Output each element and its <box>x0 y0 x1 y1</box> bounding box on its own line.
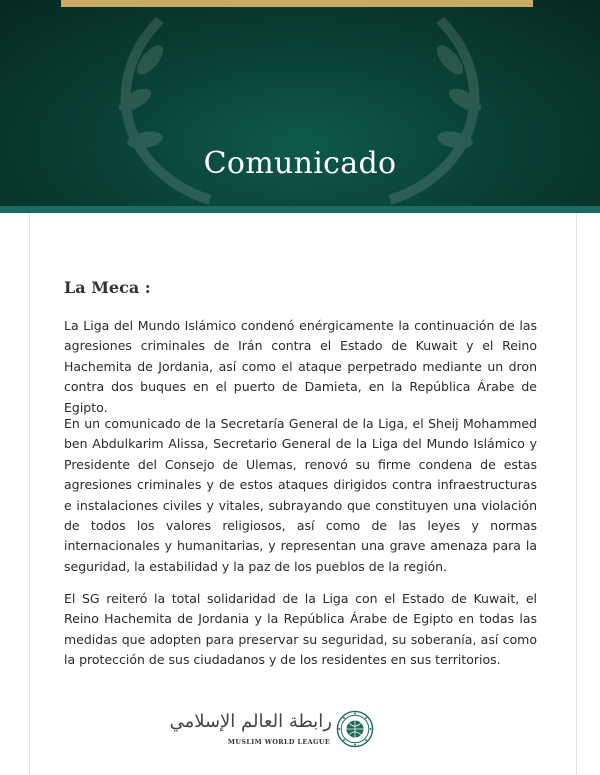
body-paragraph-2: En un comunicado de la Secretaría General de la Liga, el Sheij Mohammed ben Abdulkarim Alissa, Secretario General de la Liga del Mundo Islámico y Presidente del Consejo de Ulemas, renovó su firme condena de estas agresiones criminales y de estos ataques dirigidos contra infraestructuras e instalaciones civiles y vitales, subrayando que constituyen una violación de todos los valores religiosos, así como de las leyes y normas internacionales y humanitarias, y representan una grave amenaza para la seguridad, la estabilidad y la paz de los pueblos de la región. <box>64 416 537 574</box>
dateline-location: La Meca : <box>64 278 151 297</box>
page-title: Comunicado <box>203 146 397 181</box>
logo-arabic-text: رابطة العالم الإسلامي <box>169 711 332 732</box>
left-page-border <box>29 213 30 775</box>
body-paragraph-3: El SG reiteró la total solidaridad de la Liga con el Estado de Kuwait, el Reino Hachemita de Jordania y la República Árabe de Egipto en todas las medidas que adopten para preservar su seguridad, su soberanía, así como la protección de sus ciudadanos y de los residentes en sus territorios. <box>64 591 537 668</box>
muslim-world-league-logo <box>169 708 380 752</box>
header-banner <box>0 0 600 206</box>
header-divider-band <box>0 206 600 213</box>
logo-english-text: MUSLIM WORLD LEAGUE <box>227 738 331 746</box>
right-page-border <box>576 213 577 775</box>
globe-emblem-icon <box>336 710 374 748</box>
body-paragraph-1: La Liga del Mundo Islámico condenó enérgicamente la continuación de las agresiones criminales de Irán contra el Estado de Kuwait y el Reino Hachemita de Jordania, así como el ataque perpetrado mediante un dron contra dos buques en el puerto de Damieta, en la República Árabe de Egipto. <box>64 318 537 415</box>
